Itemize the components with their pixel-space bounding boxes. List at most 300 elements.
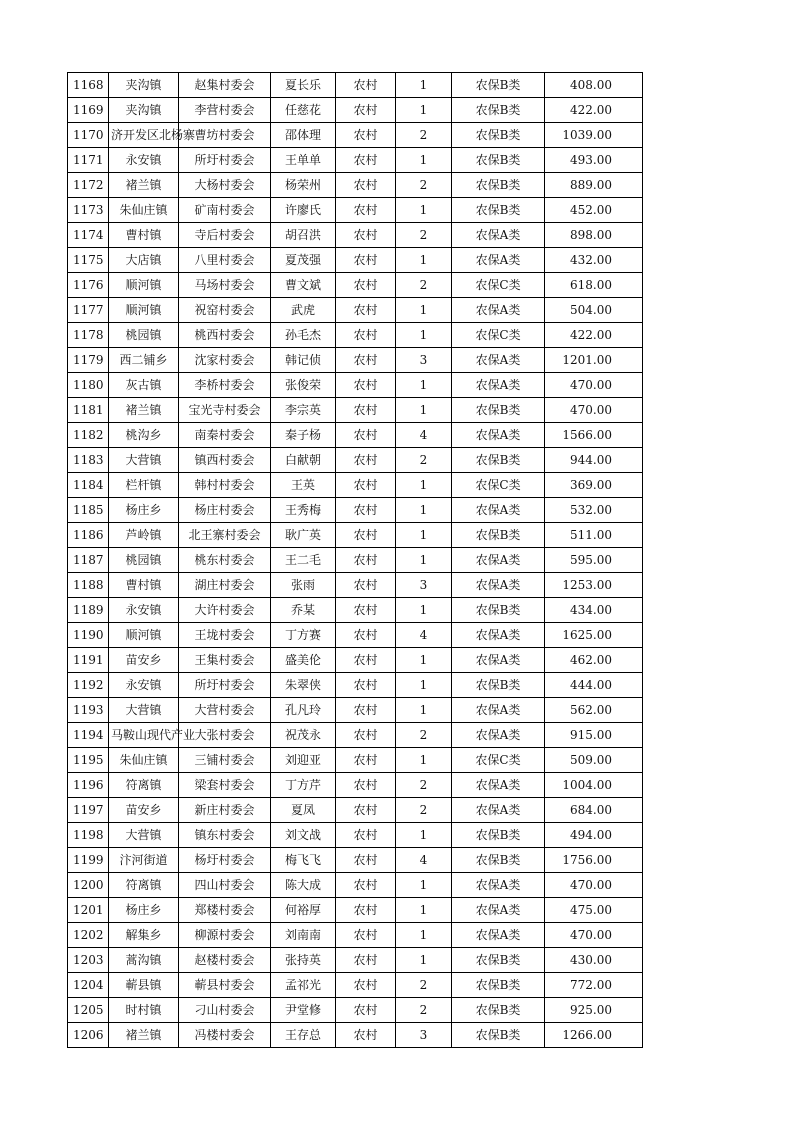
- row-village-cell: 湖庄村委会: [179, 573, 271, 598]
- row-seq-cell: 1172: [68, 173, 109, 198]
- row-village-cell: 大营村委会: [179, 698, 271, 723]
- row-amount-cell: 430.00: [545, 948, 643, 973]
- row-category-cell: 农保B类: [452, 1023, 545, 1048]
- table-row: [68, 123, 643, 148]
- row-seq-cell: 1168: [68, 73, 109, 98]
- row-category-cell: 农保A类: [452, 773, 545, 798]
- table-row: [68, 998, 643, 1023]
- row-count-cell: 1: [396, 498, 452, 523]
- row-type-cell: 农村: [336, 298, 396, 323]
- row-town-cell: 桃园镇: [109, 323, 179, 348]
- row-amount-cell: 618.00: [545, 273, 643, 298]
- table-row: [68, 923, 643, 948]
- row-seq-cell: 1205: [68, 998, 109, 1023]
- row-name-cell: 刘南南: [271, 923, 336, 948]
- row-count-cell: 1: [396, 73, 452, 98]
- row-type-cell: 农村: [336, 948, 396, 973]
- row-type-cell: 农村: [336, 73, 396, 98]
- row-name-cell: 韩记侦: [271, 348, 336, 373]
- roster-body: [68, 73, 643, 1048]
- row-category-cell: 农保A类: [452, 648, 545, 673]
- row-amount-cell: 925.00: [545, 998, 643, 1023]
- table-row: [68, 648, 643, 673]
- row-amount-cell: 494.00: [545, 823, 643, 848]
- row-name-cell: 盛美伦: [271, 648, 336, 673]
- row-count-cell: 3: [396, 1023, 452, 1048]
- row-seq-cell: 1198: [68, 823, 109, 848]
- row-amount-cell: 562.00: [545, 698, 643, 723]
- row-count-cell: 1: [396, 648, 452, 673]
- row-count-cell: 1: [396, 298, 452, 323]
- row-village-cell: 蕲县村委会: [179, 973, 271, 998]
- row-category-cell: 农保A类: [452, 873, 545, 898]
- row-amount-cell: 772.00: [545, 973, 643, 998]
- row-town-cell: 褚兰镇: [109, 173, 179, 198]
- row-name-cell: 秦子杨: [271, 423, 336, 448]
- row-type-cell: 农村: [336, 873, 396, 898]
- row-name-cell: 王二毛: [271, 548, 336, 573]
- row-village-cell: 桃东村委会: [179, 548, 271, 573]
- row-town-cell: 时村镇: [109, 998, 179, 1023]
- row-village-cell: 大张村委会: [179, 723, 271, 748]
- row-type-cell: 农村: [336, 323, 396, 348]
- row-amount-cell: 432.00: [545, 248, 643, 273]
- row-count-cell: 1: [396, 248, 452, 273]
- row-seq-cell: 1186: [68, 523, 109, 548]
- row-amount-cell: 1266.00: [545, 1023, 643, 1048]
- row-village-cell: 郑楼村委会: [179, 898, 271, 923]
- row-seq-cell: 1193: [68, 698, 109, 723]
- row-town-cell: 苗安乡: [109, 648, 179, 673]
- row-village-cell: 马场村委会: [179, 273, 271, 298]
- row-type-cell: 农村: [336, 448, 396, 473]
- row-count-cell: 1: [396, 748, 452, 773]
- row-count-cell: 2: [396, 123, 452, 148]
- row-count-cell: 2: [396, 798, 452, 823]
- row-name-cell: 夏长乐: [271, 73, 336, 98]
- row-town-cell: 西二铺乡: [109, 348, 179, 373]
- row-count-cell: 3: [396, 573, 452, 598]
- table-row: [68, 1023, 643, 1048]
- row-town-cell: 蕲县镇: [109, 973, 179, 998]
- row-seq-cell: 1185: [68, 498, 109, 523]
- row-seq-cell: 1201: [68, 898, 109, 923]
- row-count-cell: 3: [396, 348, 452, 373]
- row-town-cell: 符离镇: [109, 873, 179, 898]
- table-row: [68, 398, 643, 423]
- row-type-cell: 农村: [336, 1023, 396, 1048]
- table-row: [68, 448, 643, 473]
- row-type-cell: 农村: [336, 198, 396, 223]
- row-category-cell: 农保B类: [452, 398, 545, 423]
- row-name-cell: 陈大成: [271, 873, 336, 898]
- row-count-cell: 2: [396, 223, 452, 248]
- row-count-cell: 1: [396, 98, 452, 123]
- table-row: [68, 848, 643, 873]
- row-name-cell: 杨荣州: [271, 173, 336, 198]
- row-seq-cell: 1188: [68, 573, 109, 598]
- row-type-cell: 农村: [336, 248, 396, 273]
- row-seq-cell: 1191: [68, 648, 109, 673]
- row-name-cell: 孙毛杰: [271, 323, 336, 348]
- row-amount-cell: 1201.00: [545, 348, 643, 373]
- row-category-cell: 农保B类: [452, 198, 545, 223]
- row-village-cell: 韩村村委会: [179, 473, 271, 498]
- row-village-cell: 大杨村委会: [179, 173, 271, 198]
- row-village-cell: 祝窑村委会: [179, 298, 271, 323]
- row-amount-cell: 1253.00: [545, 573, 643, 598]
- table-row: [68, 773, 643, 798]
- row-category-cell: 农保C类: [452, 473, 545, 498]
- row-name-cell: 刘文战: [271, 823, 336, 848]
- row-seq-cell: 1170: [68, 123, 109, 148]
- row-amount-cell: 1566.00: [545, 423, 643, 448]
- row-seq-cell: 1178: [68, 323, 109, 348]
- row-seq-cell: 1182: [68, 423, 109, 448]
- table-row: [68, 98, 643, 123]
- row-type-cell: 农村: [336, 523, 396, 548]
- row-seq-cell: 1187: [68, 548, 109, 573]
- table-row: [68, 523, 643, 548]
- row-town-cell: 蒿沟镇: [109, 948, 179, 973]
- row-category-cell: 农保C类: [452, 748, 545, 773]
- row-seq-cell: 1169: [68, 98, 109, 123]
- row-village-cell: 赵楼村委会: [179, 948, 271, 973]
- row-seq-cell: 1195: [68, 748, 109, 773]
- row-count-cell: 1: [396, 823, 452, 848]
- row-town-cell: 永安镇: [109, 673, 179, 698]
- row-count-cell: 1: [396, 148, 452, 173]
- row-type-cell: 农村: [336, 723, 396, 748]
- row-name-cell: 王英: [271, 473, 336, 498]
- row-category-cell: 农保C类: [452, 273, 545, 298]
- row-category-cell: 农保B类: [452, 73, 545, 98]
- row-seq-cell: 1190: [68, 623, 109, 648]
- row-category-cell: 农保B类: [452, 948, 545, 973]
- row-name-cell: 梅飞飞: [271, 848, 336, 873]
- row-seq-cell: 1202: [68, 923, 109, 948]
- row-village-cell: 所圩村委会: [179, 673, 271, 698]
- row-village-cell: 所圩村委会: [179, 148, 271, 173]
- row-type-cell: 农村: [336, 898, 396, 923]
- row-town-cell: 大营镇: [109, 698, 179, 723]
- row-count-cell: 1: [396, 948, 452, 973]
- row-seq-cell: 1192: [68, 673, 109, 698]
- row-count-cell: 2: [396, 973, 452, 998]
- row-count-cell: 1: [396, 473, 452, 498]
- row-category-cell: 农保B类: [452, 148, 545, 173]
- row-type-cell: 农村: [336, 823, 396, 848]
- row-type-cell: 农村: [336, 773, 396, 798]
- row-category-cell: 农保A类: [452, 698, 545, 723]
- table-row: [68, 148, 643, 173]
- row-type-cell: 农村: [336, 373, 396, 398]
- table-row: [68, 873, 643, 898]
- row-amount-cell: 470.00: [545, 398, 643, 423]
- row-category-cell: 农保C类: [452, 323, 545, 348]
- row-town-cell: 桃园镇: [109, 548, 179, 573]
- row-village-cell: 镇东村委会: [179, 823, 271, 848]
- row-village-cell: 王集村委会: [179, 648, 271, 673]
- row-town-cell: 桃沟乡: [109, 423, 179, 448]
- row-town-cell: 褚兰镇: [109, 398, 179, 423]
- row-amount-cell: 475.00: [545, 898, 643, 923]
- row-type-cell: 农村: [336, 498, 396, 523]
- row-amount-cell: 1756.00: [545, 848, 643, 873]
- row-town-cell: 杨庄乡: [109, 498, 179, 523]
- row-category-cell: 农保A类: [452, 248, 545, 273]
- row-name-cell: 许廖氏: [271, 198, 336, 223]
- row-name-cell: 王单单: [271, 148, 336, 173]
- table-row: [68, 623, 643, 648]
- row-village-cell: 宝光寺村委会: [179, 398, 271, 423]
- row-village-cell: 寺后村委会: [179, 223, 271, 248]
- row-count-cell: 2: [396, 998, 452, 1023]
- row-count-cell: 2: [396, 773, 452, 798]
- row-seq-cell: 1184: [68, 473, 109, 498]
- row-name-cell: 丁方赛: [271, 623, 336, 648]
- row-name-cell: 乔某: [271, 598, 336, 623]
- row-name-cell: 任慈花: [271, 98, 336, 123]
- table-row: [68, 198, 643, 223]
- row-count-cell: 2: [396, 723, 452, 748]
- row-count-cell: 2: [396, 273, 452, 298]
- row-type-cell: 农村: [336, 423, 396, 448]
- row-amount-cell: 422.00: [545, 323, 643, 348]
- row-seq-cell: 1197: [68, 798, 109, 823]
- row-type-cell: 农村: [336, 223, 396, 248]
- row-category-cell: 农保A类: [452, 723, 545, 748]
- table-row: [68, 948, 643, 973]
- row-town-cell: 夹沟镇: [109, 98, 179, 123]
- row-amount-cell: 898.00: [545, 223, 643, 248]
- row-village-cell: 梁套村委会: [179, 773, 271, 798]
- row-seq-cell: 1181: [68, 398, 109, 423]
- row-seq-cell: 1194: [68, 723, 109, 748]
- row-amount-cell: 1004.00: [545, 773, 643, 798]
- row-amount-cell: 470.00: [545, 923, 643, 948]
- row-town-cell: 朱仙庄镇: [109, 748, 179, 773]
- row-town-cell: 灰古镇: [109, 373, 179, 398]
- row-town-cell: 苗安乡: [109, 798, 179, 823]
- row-amount-cell: 915.00: [545, 723, 643, 748]
- allowance-roster-table: [67, 72, 643, 1048]
- row-category-cell: 农保A类: [452, 573, 545, 598]
- row-type-cell: 农村: [336, 848, 396, 873]
- row-village-cell: 三铺村委会: [179, 748, 271, 773]
- row-name-cell: 武虎: [271, 298, 336, 323]
- row-amount-cell: 1625.00: [545, 623, 643, 648]
- row-seq-cell: 1189: [68, 598, 109, 623]
- row-category-cell: 农保B类: [452, 823, 545, 848]
- row-type-cell: 农村: [336, 473, 396, 498]
- row-amount-cell: 470.00: [545, 373, 643, 398]
- row-count-cell: 1: [396, 898, 452, 923]
- row-town-cell: 永安镇: [109, 598, 179, 623]
- row-category-cell: 农保A类: [452, 798, 545, 823]
- row-category-cell: 农保A类: [452, 223, 545, 248]
- row-count-cell: 2: [396, 448, 452, 473]
- row-category-cell: 农保B类: [452, 123, 545, 148]
- row-count-cell: 4: [396, 848, 452, 873]
- row-name-cell: 张持英: [271, 948, 336, 973]
- row-category-cell: 农保A类: [452, 923, 545, 948]
- row-count-cell: 4: [396, 423, 452, 448]
- row-name-cell: 邵体理: [271, 123, 336, 148]
- row-amount-cell: 444.00: [545, 673, 643, 698]
- row-village-cell: 王垅村委会: [179, 623, 271, 648]
- row-count-cell: 1: [396, 923, 452, 948]
- row-name-cell: 祝茂永: [271, 723, 336, 748]
- row-category-cell: 农保B类: [452, 523, 545, 548]
- row-town-cell: 夹沟镇: [109, 73, 179, 98]
- row-category-cell: 农保B类: [452, 98, 545, 123]
- row-name-cell: 孟祁光: [271, 973, 336, 998]
- row-type-cell: 农村: [336, 273, 396, 298]
- row-seq-cell: 1204: [68, 973, 109, 998]
- row-village-cell: 矿南村委会: [179, 198, 271, 223]
- row-amount-cell: 532.00: [545, 498, 643, 523]
- row-category-cell: 农保A类: [452, 898, 545, 923]
- row-seq-cell: 1176: [68, 273, 109, 298]
- table-row: [68, 223, 643, 248]
- row-town-cell: 朱仙庄镇: [109, 198, 179, 223]
- row-town-cell: 大营镇: [109, 448, 179, 473]
- row-count-cell: 1: [396, 398, 452, 423]
- row-amount-cell: 944.00: [545, 448, 643, 473]
- row-village-cell: 桃西村委会: [179, 323, 271, 348]
- row-village-cell: 镇西村委会: [179, 448, 271, 473]
- row-village-cell: 沈家村委会: [179, 348, 271, 373]
- row-category-cell: 农保B类: [452, 173, 545, 198]
- row-type-cell: 农村: [336, 998, 396, 1023]
- row-village-cell: 冯楼村委会: [179, 1023, 271, 1048]
- table-row: [68, 748, 643, 773]
- row-village-cell: 大许村委会: [179, 598, 271, 623]
- table-row: [68, 373, 643, 398]
- row-village-cell: 李桥村委会: [179, 373, 271, 398]
- row-count-cell: 1: [396, 323, 452, 348]
- table-row: [68, 498, 643, 523]
- table-row: [68, 348, 643, 373]
- row-village-cell: 曹坊村委会: [179, 123, 271, 148]
- row-town-cell: 符离镇: [109, 773, 179, 798]
- row-town-cell: 顺河镇: [109, 298, 179, 323]
- table-row: [68, 698, 643, 723]
- row-amount-cell: 462.00: [545, 648, 643, 673]
- table-row: [68, 598, 643, 623]
- row-town-cell: 杨庄乡: [109, 898, 179, 923]
- row-seq-cell: 1203: [68, 948, 109, 973]
- row-town-cell: 顺河镇: [109, 273, 179, 298]
- row-name-cell: 刘迎亚: [271, 748, 336, 773]
- row-name-cell: 王秀梅: [271, 498, 336, 523]
- row-type-cell: 农村: [336, 598, 396, 623]
- row-town-cell: 解集乡: [109, 923, 179, 948]
- row-category-cell: 农保A类: [452, 623, 545, 648]
- table-row: [68, 548, 643, 573]
- row-village-cell: 柳源村委会: [179, 923, 271, 948]
- row-amount-cell: 369.00: [545, 473, 643, 498]
- row-category-cell: 农保A类: [452, 548, 545, 573]
- row-seq-cell: 1179: [68, 348, 109, 373]
- row-count-cell: 1: [396, 698, 452, 723]
- row-amount-cell: 684.00: [545, 798, 643, 823]
- row-seq-cell: 1200: [68, 873, 109, 898]
- table-row: [68, 723, 643, 748]
- row-category-cell: 农保B类: [452, 448, 545, 473]
- row-town-cell: 济开发区北杨寨: [109, 123, 179, 148]
- row-type-cell: 农村: [336, 973, 396, 998]
- row-type-cell: 农村: [336, 748, 396, 773]
- row-village-cell: 四山村委会: [179, 873, 271, 898]
- row-type-cell: 农村: [336, 623, 396, 648]
- row-amount-cell: 1039.00: [545, 123, 643, 148]
- table-row: [68, 423, 643, 448]
- row-seq-cell: 1180: [68, 373, 109, 398]
- row-village-cell: 刁山村委会: [179, 998, 271, 1023]
- row-type-cell: 农村: [336, 573, 396, 598]
- table-row: [68, 323, 643, 348]
- table-row: [68, 173, 643, 198]
- row-name-cell: 白献朝: [271, 448, 336, 473]
- row-village-cell: 赵集村委会: [179, 73, 271, 98]
- table-row: [68, 273, 643, 298]
- row-category-cell: 农保B类: [452, 598, 545, 623]
- row-count-cell: 1: [396, 548, 452, 573]
- row-name-cell: 张雨: [271, 573, 336, 598]
- row-amount-cell: 511.00: [545, 523, 643, 548]
- row-category-cell: 农保B类: [452, 998, 545, 1023]
- row-village-cell: 北王寨村委会: [179, 523, 271, 548]
- row-seq-cell: 1196: [68, 773, 109, 798]
- row-name-cell: 李宗英: [271, 398, 336, 423]
- row-amount-cell: 452.00: [545, 198, 643, 223]
- row-town-cell: 曹村镇: [109, 573, 179, 598]
- row-category-cell: 农保A类: [452, 498, 545, 523]
- row-name-cell: 孔凡玲: [271, 698, 336, 723]
- table-row: [68, 473, 643, 498]
- row-village-cell: 八里村委会: [179, 248, 271, 273]
- row-seq-cell: 1175: [68, 248, 109, 273]
- row-name-cell: 耿广英: [271, 523, 336, 548]
- row-village-cell: 李营村委会: [179, 98, 271, 123]
- row-name-cell: 张俊荣: [271, 373, 336, 398]
- table-row: [68, 73, 643, 98]
- row-village-cell: 新庄村委会: [179, 798, 271, 823]
- table-row: [68, 298, 643, 323]
- table-row: [68, 248, 643, 273]
- row-count-cell: 1: [396, 373, 452, 398]
- row-amount-cell: 470.00: [545, 873, 643, 898]
- row-type-cell: 农村: [336, 173, 396, 198]
- row-seq-cell: 1171: [68, 148, 109, 173]
- row-village-cell: 南秦村委会: [179, 423, 271, 448]
- row-amount-cell: 422.00: [545, 98, 643, 123]
- row-count-cell: 1: [396, 523, 452, 548]
- row-seq-cell: 1199: [68, 848, 109, 873]
- row-amount-cell: 408.00: [545, 73, 643, 98]
- row-count-cell: 1: [396, 198, 452, 223]
- row-count-cell: 4: [396, 623, 452, 648]
- row-amount-cell: 493.00: [545, 148, 643, 173]
- row-village-cell: 杨圩村委会: [179, 848, 271, 873]
- row-type-cell: 农村: [336, 673, 396, 698]
- row-town-cell: 大营镇: [109, 823, 179, 848]
- table-row: [68, 898, 643, 923]
- row-category-cell: 农保A类: [452, 298, 545, 323]
- row-town-cell: 马鞍山现代产业: [109, 723, 179, 748]
